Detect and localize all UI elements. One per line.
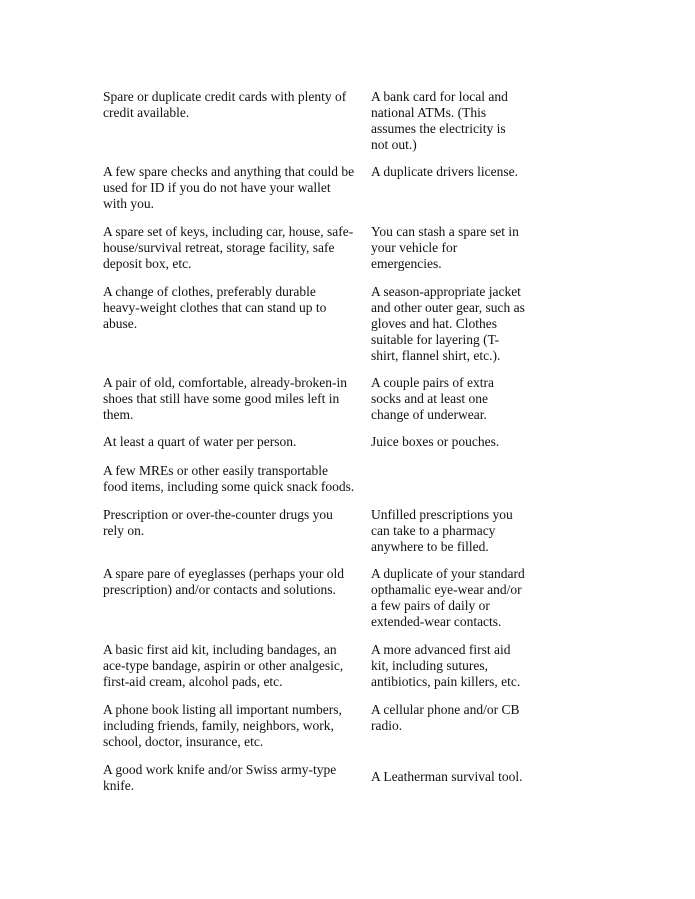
item-left-knife: A good work knife and/or Swiss army-type knife. [103,762,337,793]
item-right-stash-keys: You can stash a spare set in your vehicle for emergencies. [371,224,519,271]
item-right-advanced-first-aid: A more advanced first aid kit, including sutures, antibiotics, pain killers, etc. [371,642,521,689]
item-left-food: A few MREs or other easily transportable food items, including some quick snack foods. [103,463,355,494]
item-left-prescriptions: Prescription or over-the-counter drugs you rely on. [103,507,333,538]
item-right-drivers-license: A duplicate drivers license. [371,164,518,179]
item-right-unfilled-prescriptions: Unfilled prescriptions you can take to a pharmacy anywhere to be filled. [371,507,513,554]
item-left-credit-cards: Spare or duplicate credit cards with plenty of credit available. [103,89,347,120]
item-left-eyeglasses: A spare pare of eyeglasses (perhaps your old prescription) and/or contacts and solutions. [103,566,345,597]
item-left-checks-id: A few spare checks and anything that could be used for ID if you do not have your wallet with you. [103,164,355,211]
item-right-bank-card: A bank card for local and national ATMs. (This assumes the electricity is not out.) [371,89,508,152]
item-right-eyewear: A duplicate of your standard opthamalic eye-wear and/or a few pairs of daily or extended-wear contacts. [371,566,525,629]
item-left-water: At least a quart of water per person. [103,434,297,449]
item-right-outer-gear: A season-appropriate jacket and other outer gear, such as gloves and hat. Clothes suitable for layering (T- shirt, flannel shirt, etc.). [371,284,525,363]
item-right-leatherman: A Leatherman survival tool. [371,769,523,784]
item-left-phone-book: A phone book listing all important numbers, including friends, family, neighbors, work, school, doctor, insurance, etc. [103,702,342,749]
item-right-cellular-phone: A cellular phone and/or CB radio. [371,702,520,733]
item-right-socks: A couple pairs of extra socks and at least one change of underwear. [371,375,494,422]
item-left-first-aid: A basic first aid kit, including bandages, an ace-type bandage, aspirin or other analgesic, first-aid cream, alcohol pads, etc. [103,642,344,689]
item-left-shoes: A pair of old, comfortable, already-broken-in shoes that still have some good miles left in them. [103,375,348,422]
item-left-spare-keys: A spare set of keys, including car, house, safe- house/survival retreat, storage facility, safe deposit box, etc. [103,224,354,271]
item-right-juice: Juice boxes or pouches. [371,434,500,449]
item-left-clothes: A change of clothes, preferably durable heavy-weight clothes that can stand up to abuse. [103,284,327,331]
